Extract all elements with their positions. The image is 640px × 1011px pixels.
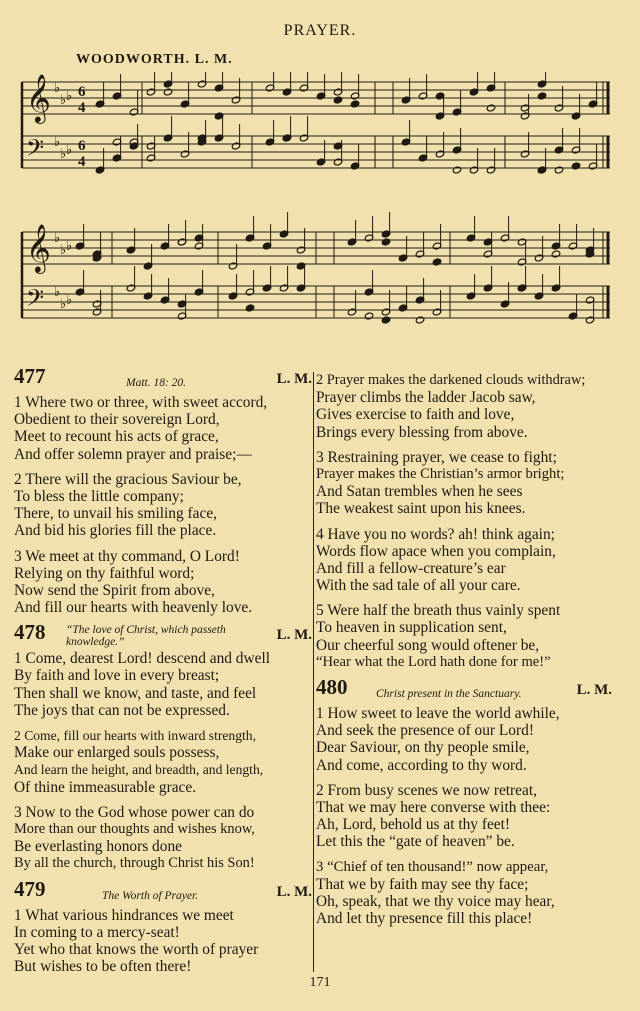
verse-line: 3 Restraining prayer, we cease to fight; <box>316 448 557 466</box>
verse-line: And fill a fellow-creature’s ear <box>316 559 506 577</box>
note-head <box>517 284 526 292</box>
note-head <box>333 96 342 104</box>
music-systems <box>22 72 610 324</box>
verse-line: 5 Were half the breath thus vainly spent <box>316 602 561 620</box>
verse-line: And fill our hearts with heavenly love. <box>14 599 253 617</box>
hymn-number: 477 <box>14 364 46 388</box>
verse-line: To heaven in supplication sent, <box>316 619 507 637</box>
verse-line: Now send the Spirit from above, <box>14 581 215 599</box>
verse-line: By faith and love in every breast; <box>14 667 220 685</box>
treble-clef-icon: 𝄞 <box>26 223 51 272</box>
note-head <box>381 316 390 324</box>
verse-line: Obedient to their sovereign Lord, <box>14 411 220 429</box>
left-column <box>14 364 314 983</box>
flat-icon: ♭ <box>60 92 67 107</box>
verse-line: 3 “Chief of ten thousand!” now appear, <box>316 858 549 875</box>
hymn-478 <box>14 620 314 872</box>
hymn-meter: L. M. <box>276 371 312 387</box>
music-score <box>0 72 640 372</box>
flat-icon: ♭ <box>54 80 61 95</box>
stanza <box>316 705 626 774</box>
verse-line: But wishes to be often there! <box>14 958 192 976</box>
hymn-number: 480 <box>316 675 348 699</box>
verse-line: Be everlasting honors done <box>14 838 182 856</box>
note-head <box>282 134 291 142</box>
verse-line: Let this the “gate of heaven” be. <box>316 833 515 851</box>
note-head <box>554 166 563 174</box>
note-head <box>245 304 254 312</box>
hymn-meter: L. M. <box>276 627 312 644</box>
verse-line: 2 There will the gracious Saviour be, <box>14 470 242 488</box>
verse-line: That we by faith may see thy face; <box>316 875 529 893</box>
verse-line: With the sad tale of all your care. <box>316 577 521 595</box>
verse-line: And bid his glories fill the place. <box>14 522 217 540</box>
time-signature-top: 6 <box>78 84 86 100</box>
verse-line: To bless the little company; <box>14 487 184 505</box>
verse-line: The weakest saint upon his knees. <box>316 500 526 518</box>
flat-icon: ♭ <box>66 238 73 253</box>
note-head <box>415 316 424 324</box>
verse-line: Yet who that knows the worth of prayer <box>14 940 259 958</box>
page-header: PRAYER. <box>283 22 357 39</box>
note-head <box>486 104 495 112</box>
verse-line: “Hear what the Lord hath done for me!” <box>316 653 551 670</box>
note-head <box>364 312 373 320</box>
verse-line: 1 Where two or three, with sweet accord, <box>14 394 268 411</box>
verse-line: Dear Saviour, on thy people smile, <box>316 739 530 757</box>
stanza <box>14 727 314 796</box>
note-head <box>177 238 186 246</box>
note-head <box>571 162 580 170</box>
hymn-480 <box>316 675 626 928</box>
bass-clef-icon: 𝄢 <box>26 284 45 317</box>
verse-line: Relying on thy faithful word; <box>14 564 195 582</box>
verse-line: 3 Now to the God whose power can do <box>14 803 255 821</box>
stanza <box>14 394 314 463</box>
stanza <box>14 907 314 976</box>
verse-line: And seek the presence of our Lord! <box>316 722 534 740</box>
note-head <box>432 258 441 266</box>
verse-line: Prayer makes the Christian’s armor bright; <box>316 465 565 482</box>
verse-line: 3 We meet at thy command, O Lord! <box>14 547 240 565</box>
verse-line: Our cheerful song would oftener be, <box>316 636 540 654</box>
hymn-number: 478 <box>14 620 46 645</box>
hymn-479 <box>14 876 314 976</box>
flat-icon: ♭ <box>54 134 61 149</box>
stanza <box>14 804 314 873</box>
hymn-reference: “The love of Christ, which passeth knowledge.” <box>66 624 226 649</box>
note-head <box>350 100 359 108</box>
bass-clef-icon: 𝄢 <box>26 134 45 167</box>
verse-line: And offer solemn prayer and praise;— <box>14 445 252 463</box>
time-signature-bottom: 4 <box>78 100 86 116</box>
verse-line: 1 How sweet to leave the world awhile, <box>316 705 560 722</box>
hymn-meter: L. M. <box>576 682 612 698</box>
verse-line: In coming to a mercy-seat! <box>14 923 180 941</box>
hymn-479-continued <box>316 372 626 671</box>
verse-line: 2 Prayer makes the darkened clouds withdraw; <box>316 372 586 388</box>
right-column <box>316 372 626 935</box>
flat-icon: ♭ <box>60 296 67 311</box>
verse-line: 1 Come, dearest Lord! descend and dwell <box>14 650 270 668</box>
note-head <box>163 88 172 96</box>
hymn-reference: The Worth of Prayer. <box>102 889 199 902</box>
flat-icon: ♭ <box>66 142 73 157</box>
note-head <box>381 238 390 246</box>
flat-icon: ♭ <box>66 292 73 307</box>
stanza <box>14 471 314 540</box>
verse-line: Gives exercise to faith and love, <box>316 406 515 424</box>
stanza <box>316 859 626 928</box>
verse-line: Then shall we know, and taste, and feel <box>14 684 257 702</box>
note-head <box>537 92 546 100</box>
hymn-477 <box>14 364 314 617</box>
verse-line: Words flow apace when you complain, <box>316 542 556 560</box>
flat-icon: ♭ <box>60 146 67 161</box>
hymn-meter: L. M. <box>276 883 312 900</box>
verse-line: There, to unvail his smiling face, <box>14 505 218 523</box>
stanza <box>14 650 314 719</box>
time-signature-bottom: 4 <box>78 154 86 170</box>
stanza <box>316 782 626 851</box>
verse-line: That we may here converse with thee: <box>316 798 551 816</box>
time-signature-top: 6 <box>78 138 86 154</box>
verse-line: Brings every blessing from above. <box>316 423 528 441</box>
verse-line: Make our enlarged souls possess, <box>14 744 220 762</box>
stanza <box>316 449 626 518</box>
verse-line: The joys that can not be expressed. <box>14 701 230 719</box>
note-head <box>452 166 461 174</box>
verse-line: And come, according to thy word. <box>316 756 527 774</box>
note-head <box>551 250 560 258</box>
verse-line: Of thine immeasurable grace. <box>14 778 197 796</box>
hymn-reference: Matt. 18: 20. <box>126 377 187 389</box>
stanza <box>316 372 626 441</box>
hymn-number: 479 <box>14 876 46 901</box>
hymn-reference: Christ present in the Sanctuary. <box>376 688 522 700</box>
page-number: 171 <box>309 975 331 990</box>
verse-line: And let thy presence fill this place! <box>316 910 533 928</box>
verse-line: And Satan trembles when he sees <box>316 483 523 501</box>
flat-icon: ♭ <box>66 88 73 103</box>
flat-icon: ♭ <box>54 284 61 299</box>
stanza <box>316 602 626 671</box>
verse-line: 1 What various hindrances we meet <box>14 906 234 924</box>
flat-icon: ♭ <box>54 230 61 245</box>
flat-icon: ♭ <box>60 242 67 257</box>
stanza <box>316 526 626 595</box>
stanza <box>14 548 314 617</box>
treble-clef-icon: 𝄞 <box>26 73 51 122</box>
verse-line: Oh, speak, that we thy voice may hear, <box>316 892 555 910</box>
verse-line: Meet to recount his acts of grace, <box>14 428 219 446</box>
verse-line: 4 Have you no words? ah! think again; <box>316 525 555 543</box>
tune-name: WOODWORTH. L. M. <box>76 52 233 67</box>
verse-line: Prayer climbs the ladder Jacob saw, <box>316 389 536 407</box>
verse-line: 2 Come, fill our hearts with inward strength, <box>14 728 256 743</box>
verse-line: By all the church, through Christ his Son! <box>14 855 255 872</box>
verse-line: And learn the height, and breadth, and length, <box>14 762 264 778</box>
verse-line: Ah, Lord, behold us at thy feet! <box>316 816 511 834</box>
verse-line: 2 From busy scenes we now retreat, <box>316 781 537 799</box>
verse-line: More than our thoughts and wishes know, <box>14 820 255 837</box>
